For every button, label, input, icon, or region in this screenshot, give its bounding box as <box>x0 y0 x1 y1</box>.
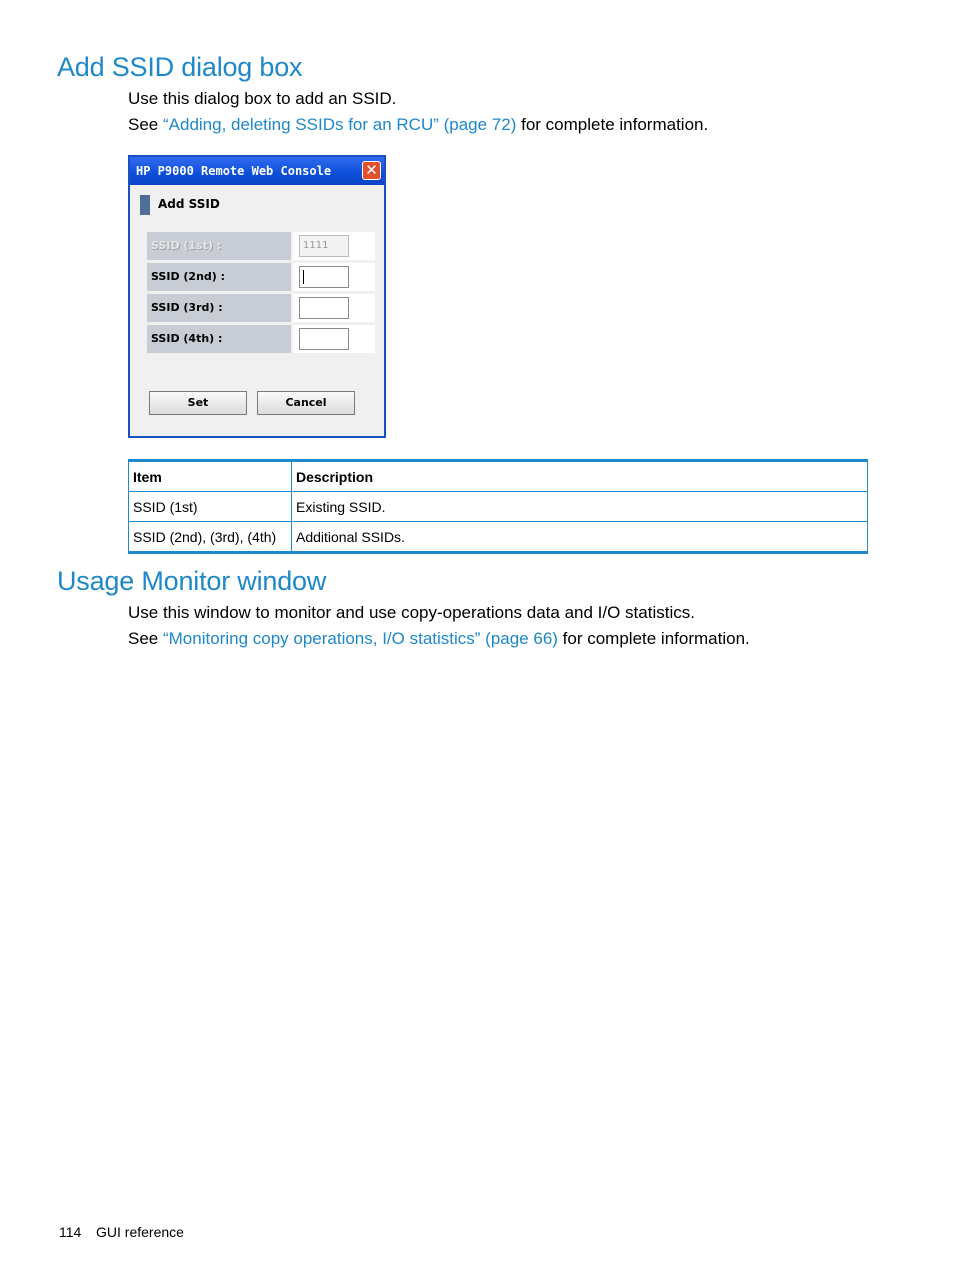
table-row <box>129 492 868 522</box>
item-description-table <box>128 459 868 554</box>
ssid-3rd-input[interactable] <box>299 297 349 319</box>
ssid-4th-cell <box>293 325 375 353</box>
table-row <box>129 522 868 553</box>
set-button[interactable]: Set <box>149 391 247 415</box>
text-caret <box>303 270 304 284</box>
ssid-4th-input[interactable] <box>299 328 349 350</box>
ssid-2nd-input[interactable] <box>299 266 349 288</box>
usage-see-line <box>128 629 750 649</box>
intro-text: Use this dialog box to add an SSID. <box>128 89 397 108</box>
table-cell-item: SSID (2nd), (3rd), (4th) <box>129 522 292 553</box>
ssid-3rd-row <box>147 294 375 322</box>
ssid-1st-row <box>147 232 375 260</box>
section-heading-usage-monitor: Usage Monitor window <box>57 566 327 596</box>
close-icon[interactable]: ✕ <box>362 161 381 180</box>
see-prefix: See <box>128 115 163 134</box>
ssid-1st-cell <box>293 232 375 260</box>
table-header-item: Item <box>129 461 292 492</box>
see-prefix: See <box>128 629 163 648</box>
see-suffix: for complete information. <box>557 629 750 648</box>
table-header-row <box>129 461 868 492</box>
dialog-header: Add SSID <box>158 197 220 211</box>
link-adding-deleting-ssids[interactable]: “Adding, deleting SSIDs for an RCU” (page 72) <box>162 115 517 134</box>
see-suffix: for complete information. <box>516 115 709 134</box>
usage-intro-text: Use this window to monitor and use copy-operations data and I/O statistics. <box>128 603 695 622</box>
see-line <box>128 115 708 135</box>
dialog-title: HP P9000 Remote Web Console <box>136 164 332 178</box>
ssid-2nd-row <box>147 263 375 291</box>
ssid-4th-label: SSID (4th) : <box>147 325 291 353</box>
ssid-1st-label: SSID (1st) : <box>147 232 291 260</box>
dialog-body <box>130 185 384 436</box>
header-marker <box>140 195 150 215</box>
ssid-2nd-cell <box>293 263 375 291</box>
ssid-3rd-cell <box>293 294 375 322</box>
table-cell-description: Additional SSIDs. <box>292 522 868 553</box>
ssid-2nd-label: SSID (2nd) : <box>147 263 291 291</box>
ssid-1st-input: 1111 <box>299 235 349 257</box>
link-monitoring-copy-operations[interactable]: “Monitoring copy operations, I/O statistics” (page 66) <box>162 629 558 648</box>
section-heading-add-ssid: Add SSID dialog box <box>57 52 303 82</box>
footer-section: GUI reference <box>96 1224 184 1240</box>
table-header-description: Description <box>292 461 868 492</box>
cancel-button[interactable]: Cancel <box>257 391 355 415</box>
ssid-3rd-label: SSID (3rd) : <box>147 294 291 322</box>
dialog-titlebar <box>130 157 384 185</box>
page-number: 114 <box>59 1224 82 1240</box>
add-ssid-dialog <box>128 155 386 438</box>
ssid-4th-row <box>147 325 375 353</box>
table-cell-item: SSID (1st) <box>129 492 292 522</box>
table-cell-description: Existing SSID. <box>292 492 868 522</box>
